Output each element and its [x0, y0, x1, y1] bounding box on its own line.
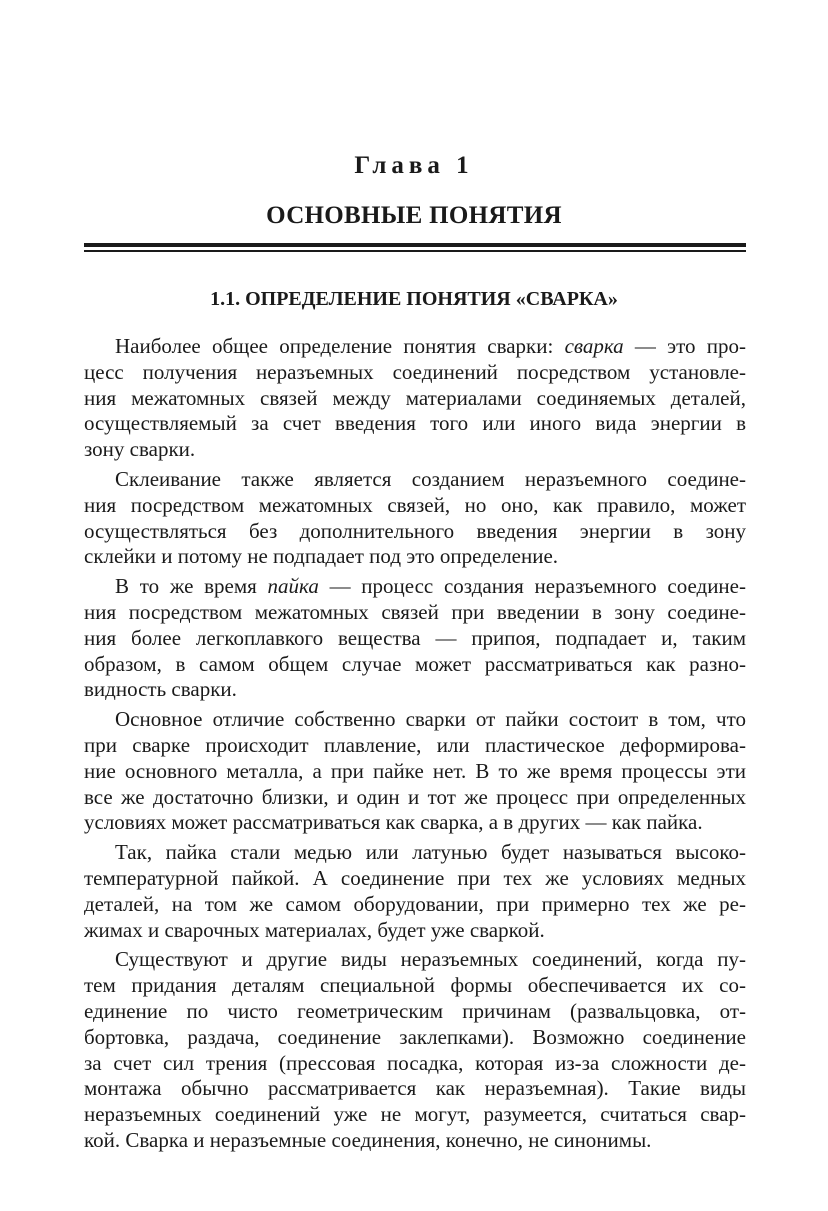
paragraph — [84, 840, 746, 943]
text-line: видность сварки. — [84, 677, 237, 702]
text-line: тем придания деталям специальной формы обеспечивается их со- — [84, 973, 746, 998]
body-text — [84, 334, 746, 1154]
text-line: осуществляемый за счет введения того или иного вида энергии в — [84, 411, 746, 436]
chapter-label: Глава 1 — [354, 152, 474, 179]
paragraph — [84, 334, 746, 463]
text-line: температурной пайкой. А соединение при тех же условиях медных — [84, 865, 746, 890]
paragraph — [84, 707, 746, 836]
text-line: ние основного металла, а при пайке нет. В то же время процессы эти — [84, 758, 746, 783]
text-line: осуществляться без дополнительного введения энергии в зону — [84, 518, 746, 543]
title-rule-thin — [84, 250, 746, 252]
text-line: единение по чисто геометрическим причинам (развальцовка, от- — [84, 998, 746, 1023]
text-line: жимах и сварочных материалах, будет уже сваркой. — [84, 917, 545, 942]
chapter-title: ОСНОВНЫЕ ПОНЯТИЯ — [266, 202, 562, 229]
paragraph — [84, 574, 746, 703]
text-line: образом, в самом общем случае может рассматриваться как разно- — [84, 651, 746, 676]
text-line: Наиболее общее определение понятия сварки: сварка — это про- — [115, 334, 746, 358]
text-line: кой. Сварка и неразъемные соединения, конечно, не синонимы. — [84, 1127, 652, 1152]
italic-term: сварка — [564, 334, 624, 358]
text-line: за счет сил трения (прессовая посадка, которая из-за сложности де- — [84, 1050, 746, 1075]
text-line: Склеивание также является созданием неразъемного соедине- — [115, 466, 746, 491]
paragraph — [84, 947, 746, 1153]
text-line: зону сварки. — [84, 437, 196, 462]
title-rule-thick — [84, 243, 746, 247]
text-line: ния межатомных связей между материалами соединяемых деталей, — [84, 385, 746, 410]
italic-term: пайка — [267, 574, 319, 599]
text-line: бортовка, раздача, соединение заклепками). Возможно соединение — [84, 1024, 746, 1049]
section-title: 1.1. ОПРЕДЕЛЕНИЕ ПОНЯТИЯ «СВАРКА» — [210, 288, 618, 310]
text-line: ния посредством межатомных связей при введении в зону соедине- — [84, 599, 746, 624]
text-line: В то же время пайка — процесс создания неразъемного соедине- — [115, 574, 746, 599]
text-line: монтажа обычно рассматривается как неразъемная). Такие виды — [84, 1076, 746, 1101]
text-line: Так, пайка стали медью или латунью будет называться высоко- — [115, 840, 746, 865]
text-line: условиях может рассматриваться как сварка, а в других — как пайка. — [84, 810, 703, 835]
text-line: склейки и потому не подпадает под это определение. — [84, 544, 559, 569]
text-line: Существуют и другие виды неразъемных соединений, когда пу- — [115, 947, 746, 972]
text-line: ния посредством межатомных связей, но оно, как правило, может — [84, 492, 746, 517]
text-line: Основное отличие собственно сварки от пайки состоит в том, что — [115, 707, 746, 732]
text-line: неразъемных соединений уже не могут, разумеется, считаться свар- — [84, 1102, 746, 1127]
paragraph — [84, 467, 746, 570]
text-line: деталей, на том же самом оборудовании, при примерно тех же ре- — [84, 891, 746, 916]
text-line: ния более легкоплавкого вещества — припоя, подпадает и, таким — [84, 625, 746, 650]
text-line: при сварке происходит плавление, или пластическое деформирова- — [84, 732, 746, 757]
text-line: цесс получения неразъемных соединений посредством установле- — [84, 359, 746, 384]
text-line: все же достаточно близки, и один и тот же процесс при определенных — [84, 784, 746, 809]
